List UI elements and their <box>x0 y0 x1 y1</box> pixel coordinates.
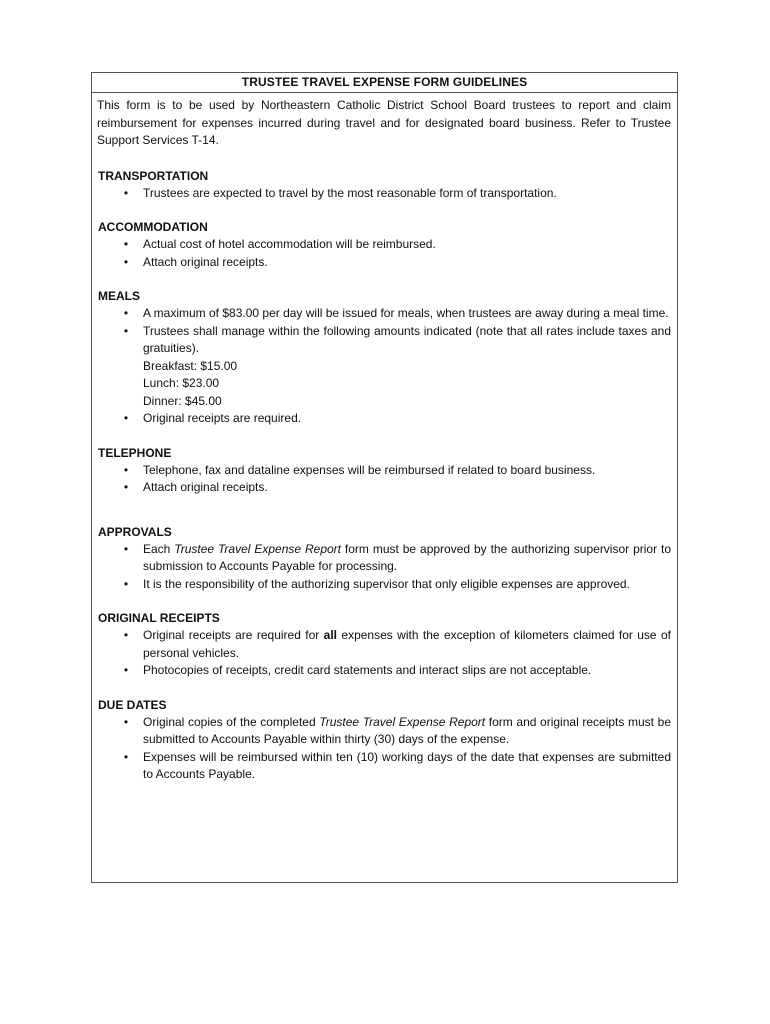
bullet-icon: • <box>123 411 129 425</box>
section-transportation <box>97 167 671 203</box>
list-item-text-end: expenses with the exception of kilometers claimed for use of personal vehicles. <box>143 628 672 660</box>
intro-paragraph: This form is to be used by Northeastern Catholic District School Board trustees to report and claim reimbursement for expenses incurred during travel and for designated board business. Refer to Trustee Support Services T-14. <box>97 98 671 147</box>
list-item-text: Attach original receipts. <box>143 254 268 269</box>
list-item <box>97 410 671 428</box>
bullet-icon: • <box>123 663 129 677</box>
section-heading: MEALS <box>98 289 140 303</box>
bullet-icon: • <box>123 306 129 320</box>
bullet-list <box>97 541 671 594</box>
section-heading: DUE DATES <box>98 697 167 712</box>
list-item-text: A maximum of $83.00 per day will be issued for meals, when trustees are away during a meal time. <box>143 306 669 320</box>
rate-dinner: Dinner: $45.00 <box>143 393 222 408</box>
bullet-icon: • <box>123 541 129 556</box>
section-telephone <box>97 444 671 507</box>
list-item-text-start: Original receipts are required for <box>143 628 324 642</box>
list-item-text: Expenses will be reimbursed within ten (10) working days of the date that expenses are submitted to Accounts Payable. <box>143 749 671 781</box>
bullet-icon: • <box>123 749 129 764</box>
section-heading: ACCOMMODATION <box>98 220 208 234</box>
section-heading: TELEPHONE <box>98 445 172 460</box>
bullet-icon: • <box>123 254 129 269</box>
emphasis-bold: all <box>323 628 338 642</box>
list-item <box>97 254 671 272</box>
list-item <box>97 323 671 411</box>
rate-lunch: Lunch: $23.00 <box>143 376 220 390</box>
bullet-list <box>97 305 671 428</box>
list-item-text-end: form must be approved by the authorizing supervisor prior to submission to Accounts Payable for processing. <box>143 541 671 573</box>
list-item-text-start: Each <box>143 541 175 556</box>
bullet-list <box>97 714 671 784</box>
guidelines-form <box>91 72 678 883</box>
form-body <box>92 93 677 784</box>
bullet-icon: • <box>123 323 129 338</box>
bullet-icon: • <box>123 237 129 251</box>
spacer <box>97 497 671 507</box>
list-item <box>97 627 671 662</box>
list-item <box>97 305 671 323</box>
list-item <box>97 462 671 480</box>
section-heading: TRANSPORTATION <box>98 168 209 183</box>
list-item-text: Trustees shall manage within the following amounts indicated (note that all rates include taxes and gratuities). <box>143 323 671 355</box>
list-item <box>97 541 671 576</box>
bullet-icon: • <box>123 714 129 729</box>
list-item <box>97 714 671 749</box>
bullet-list <box>97 185 671 203</box>
form-title: TRUSTEE TRAVEL EXPENSE FORM GUIDELINES <box>92 73 677 93</box>
section-accommodation <box>97 218 671 271</box>
list-item-text: Original receipts are required. <box>143 411 302 425</box>
section-original-receipts <box>97 609 671 680</box>
bullet-list <box>97 462 671 497</box>
list-item <box>97 749 671 784</box>
bullet-icon: • <box>123 185 129 200</box>
form-name-italic: Trustee Travel Expense Report <box>319 714 486 729</box>
section-heading: APPROVALS <box>98 524 172 539</box>
list-item <box>97 576 671 594</box>
bullet-icon: • <box>123 462 129 477</box>
section-heading: ORIGINAL RECEIPTS <box>98 611 220 625</box>
bullet-icon: • <box>123 576 129 591</box>
rate-breakfast: Breakfast: $15.00 <box>143 358 238 373</box>
list-item-text: Trustees are expected to travel by the most reasonable form of transportation. <box>143 185 557 200</box>
bullet-list <box>97 236 671 271</box>
section-due-dates <box>97 696 671 784</box>
list-item-text: Telephone, fax and dataline expenses will be reimbursed if related to board business. <box>143 462 596 477</box>
list-item <box>97 236 671 254</box>
list-item-text: Actual cost of hotel accommodation will be reimbursed. <box>143 237 436 251</box>
form-name-italic: Trustee Travel Expense Report <box>174 541 341 556</box>
bullet-icon: • <box>123 628 129 642</box>
section-meals <box>97 287 671 428</box>
list-item <box>97 479 671 497</box>
bullet-list <box>97 627 671 680</box>
section-approvals <box>97 523 671 594</box>
bullet-icon: • <box>123 480 129 494</box>
list-item-text: Photocopies of receipts, credit card statements and interact slips are not acceptable. <box>143 663 592 677</box>
list-item <box>97 662 671 680</box>
list-item-text-start: Original copies of the completed <box>143 714 320 729</box>
list-item <box>97 185 671 203</box>
list-item-text: It is the responsibility of the authorizing supervisor that only eligible expenses are approved. <box>143 576 630 591</box>
list-item-text-end: form and original receipts must be submitted to Accounts Payable within thirty (30) days of the expense. <box>143 714 671 746</box>
list-item-text: Attach original receipts. <box>143 480 268 494</box>
